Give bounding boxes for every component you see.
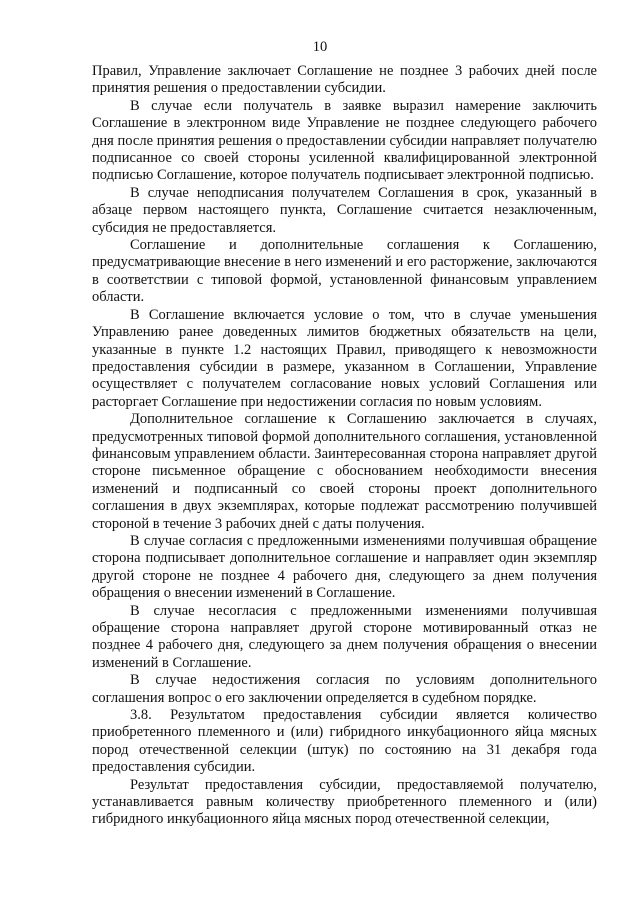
paragraph-8: В случае несогласия с предложенными изменениями получившая обращение сторона направляет другой стороне мотивированный отказ не позднее 4 рабочего дня, следующего за днем получения обращения о внесении изменений в Соглашение. xyxy=(92,602,597,671)
paragraph-11: Результат предоставления субсидии, предоставляемой получателю, устанавливается равным количеству приобретенного племенного и (или) гибридного инкубационного яйца мясных пород отечественной селекции, xyxy=(92,776,597,828)
paragraph-3: В случае неподписания получателем Соглашения в срок, указанный в абзаце первом настоящего пункта, Соглашение считается незаключенным, субсидия не предоставляется. xyxy=(92,184,597,236)
paragraph-3-8: 3.8. Результатом предоставления субсидии является количество приобретенного племенного и (или) гибридного инкубационного яйца мясных пород отечественной селекции (штук) по состоянию на 31 декабря года предоставления субсидии. xyxy=(92,707,597,776)
paragraph-7: В случае согласия с предложенными изменениями получившая обращение сторона подписывает дополнительное соглашение и направляет один экземпляр другой стороне не позднее 4 рабочего дня, следующего за днем получения обращения о внесении изменений в Соглашение. xyxy=(92,532,597,602)
document-body xyxy=(92,63,597,829)
paragraph-2: В случае если получатель в заявке выразил намерение заключить Соглашение в электронном виде Управление не позднее следующего рабочего дня после принятия решения о предоставлении субсидии направляет получателю подписанное со своей стороны усиленной квалифицированной электронной подписью Соглашение, которое получатель подписывает электронной подписью. xyxy=(92,97,597,184)
paragraph-4: Соглашение и дополнительные соглашения к Соглашению, предусматривающие внесение в него изменений и его расторжение, заключаются в соответствии с типовой формой, установленной финансовым управлением области. xyxy=(92,237,597,306)
page-number: 10 xyxy=(312,39,328,55)
paragraph-9: В случае недостижения согласия по условиям дополнительного соглашения вопрос о его заключении определяется в судебном порядке. xyxy=(92,672,597,706)
paragraph-5: В Соглашение включается условие о том, что в случае уменьшения Управлению ранее доведенных лимитов бюджетных обязательств на цели, указанные в пункте 1.2 настоящих Правил, приводящего к невозможности предоставления субсидии в размере, указанном в Соглашении, Управление осуществляет с получателем согласование новых условий Соглашения или расторгает Соглашение при недостижении согласия по новым условиям. xyxy=(92,306,597,410)
paragraph-1: Правил, Управление заключает Соглашение не позднее 3 рабочих дней после принятия решения о предоставлении субсидии. xyxy=(92,63,597,97)
paragraph-6: Дополнительное соглашение к Соглашению заключается в случаях, предусмотренных типовой формой дополнительного соглашения, установленной финансовым управлением области. Заинтересованная сторона направляет другой стороне письменное обращение с обоснованием необходимости внесения изменений и подписанный со своей стороны проект дополнительного соглашения в двух экземплярах, которые подлежат рассмотрению получившей стороной в течение 3 рабочих дней с даты получения. xyxy=(92,411,597,532)
